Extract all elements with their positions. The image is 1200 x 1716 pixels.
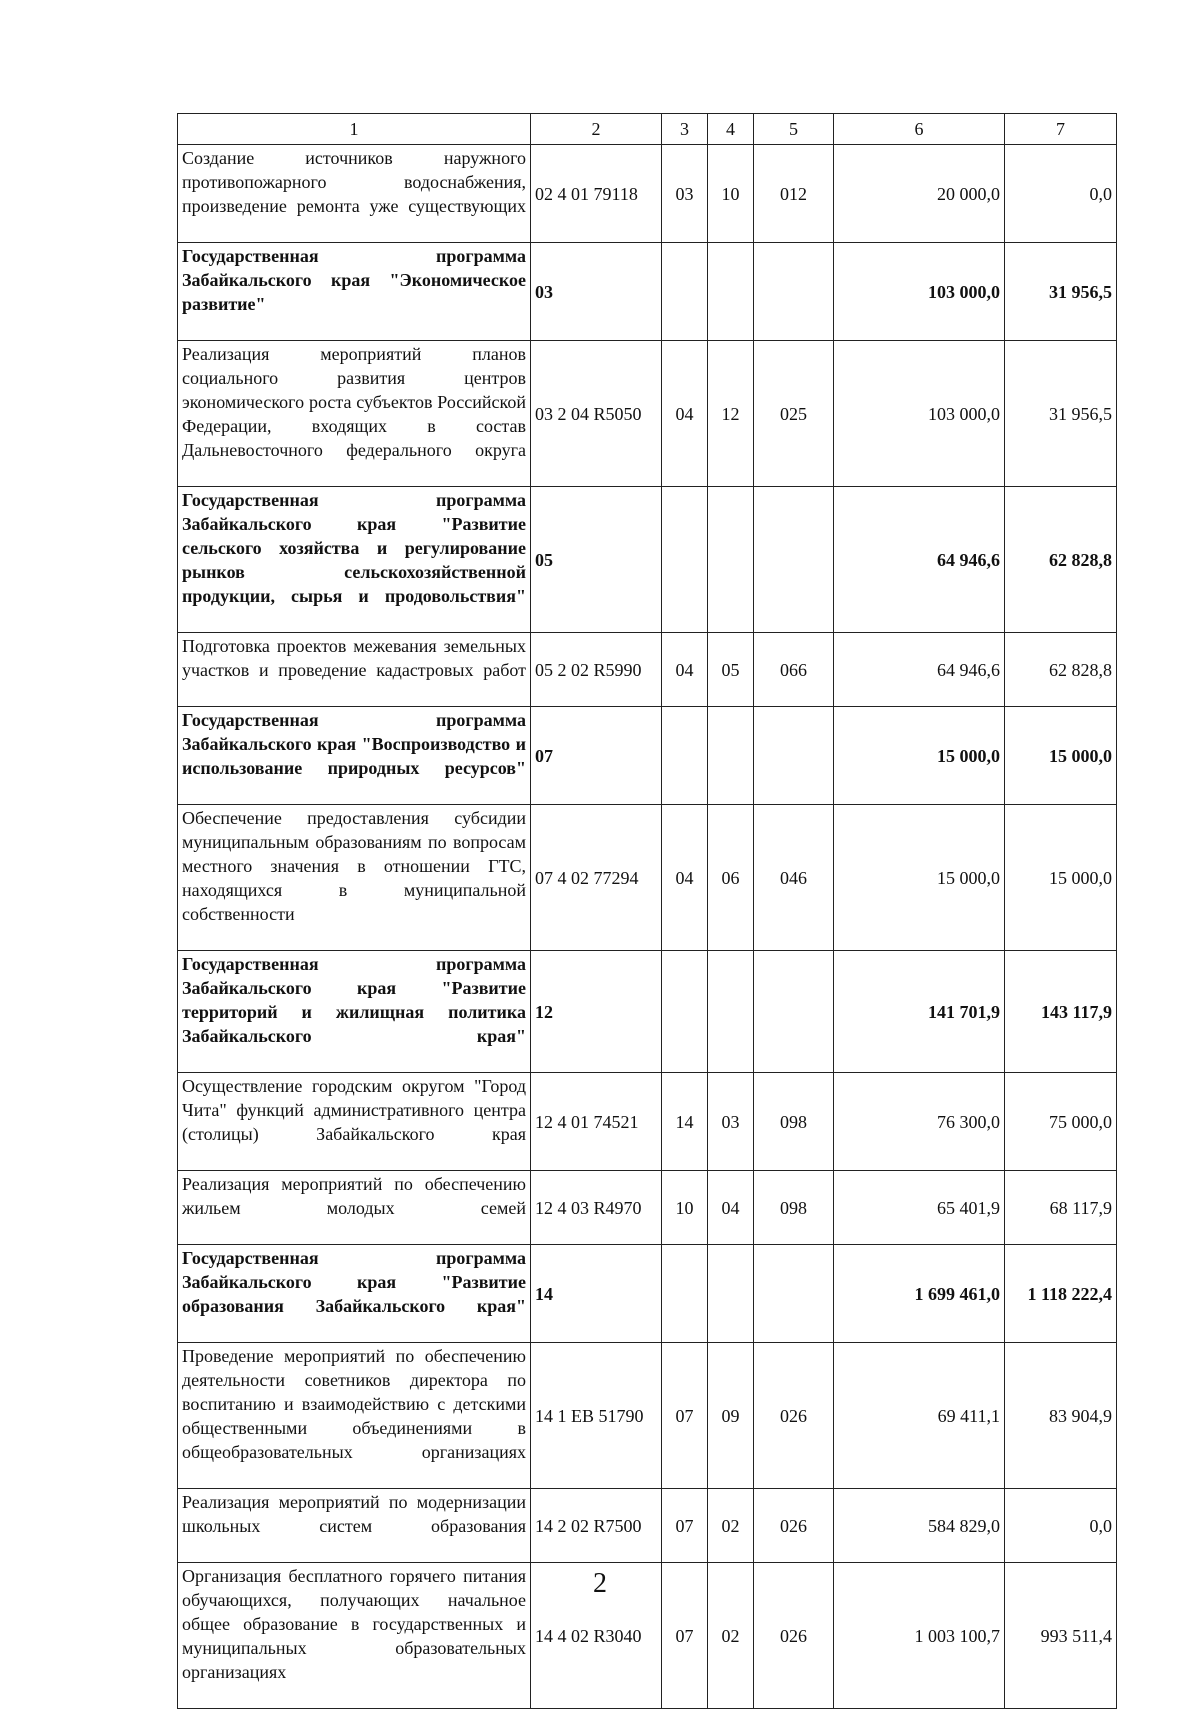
subsection-code [708,243,754,341]
subsection-code: 06 [708,805,754,951]
target-code: 05 2 02 R5990 [531,633,662,707]
amount-col7: 83 904,9 [1005,1343,1117,1489]
subsection-code: 02 [708,1489,754,1563]
amount-col6: 103 000,0 [834,341,1005,487]
amount-col7: 68 117,9 [1005,1171,1117,1245]
amount-col6: 76 300,0 [834,1073,1005,1171]
amount-col6: 64 946,6 [834,487,1005,633]
amount-col7: 15 000,0 [1005,707,1117,805]
subsection-code [708,707,754,805]
table-row [178,487,1117,633]
ministry-code [754,487,834,633]
subsection-code: 02 [708,1563,754,1709]
amount-col6: 103 000,0 [834,243,1005,341]
header-cell: 6 [834,114,1005,145]
subsection-code [708,951,754,1073]
amount-col6: 20 000,0 [834,145,1005,243]
section-code [662,487,708,633]
ministry-code: 025 [754,341,834,487]
target-code: 07 [531,707,662,805]
table-row [178,1245,1117,1343]
table-row [178,341,1117,487]
program-name: Создание источников наружного противопожарного водоснабжения, произведение ремонта уже существующих [182,148,526,216]
amount-col6: 141 701,9 [834,951,1005,1073]
page-number: 2 [593,1568,607,1599]
program-name: Государственная программа Забайкальского края "Развитие образования Забайкальского края" [182,1248,526,1316]
program-name: Обеспечение предоставления субсидии муниципальным образованиям по вопросам местного значения в отношении ГТС, находящихся в муниципальной собственности [182,808,526,924]
header-cell: 4 [708,114,754,145]
amount-col7: 75 000,0 [1005,1073,1117,1171]
target-code: 14 1 EB 51790 [531,1343,662,1489]
subsection-code: 03 [708,1073,754,1171]
target-code: 02 4 01 79118 [531,145,662,243]
header-cell: 5 [754,114,834,145]
table-row [178,243,1117,341]
program-name: Осуществление городским округом "Город Чита" функций административного центра (столицы) Забайкальского края [182,1076,526,1144]
header-cell: 2 [531,114,662,145]
table-row [178,1343,1117,1489]
ministry-code: 026 [754,1343,834,1489]
amount-col6: 69 411,1 [834,1343,1005,1489]
amount-col6: 584 829,0 [834,1489,1005,1563]
header-cell: 7 [1005,114,1117,145]
target-code: 12 4 03 R4970 [531,1171,662,1245]
amount-col6: 64 946,6 [834,633,1005,707]
amount-col7: 0,0 [1005,1489,1117,1563]
subsection-code: 09 [708,1343,754,1489]
subsection-code: 10 [708,145,754,243]
amount-col7: 31 956,5 [1005,243,1117,341]
table-row [178,145,1117,243]
amount-col6: 1 003 100,7 [834,1563,1005,1709]
ministry-code: 026 [754,1489,834,1563]
section-code: 04 [662,805,708,951]
ministry-code: 098 [754,1073,834,1171]
target-code: 14 2 02 R7500 [531,1489,662,1563]
table-row [178,1073,1117,1171]
amount-col7: 15 000,0 [1005,805,1117,951]
ministry-code [754,243,834,341]
section-code: 04 [662,341,708,487]
amount-col7: 62 828,8 [1005,633,1117,707]
section-code [662,1245,708,1343]
ministry-code [754,707,834,805]
table-row [178,805,1117,951]
program-name: Государственная программа Забайкальского края "Развитие территорий и жилищная политика Забайкальского края" [182,954,526,1046]
target-code: 07 4 02 77294 [531,805,662,951]
ministry-code: 098 [754,1171,834,1245]
program-name: Государственная программа Забайкальского края "Развитие сельского хозяйства и регулирование рынков сельскохозяйственной продукции, сырья и продовольствия" [182,490,526,606]
subsection-code [708,487,754,633]
target-code: 14 4 02 R3040 [531,1563,662,1709]
amount-col7: 143 117,9 [1005,951,1117,1073]
program-name: Реализация мероприятий по модернизации школьных систем образования [182,1492,526,1536]
table-row [178,1171,1117,1245]
table-row [178,951,1117,1073]
amount-col7: 1 118 222,4 [1005,1245,1117,1343]
target-code: 05 [531,487,662,633]
ministry-code: 046 [754,805,834,951]
header-cell: 3 [662,114,708,145]
budget-table [177,113,1117,1709]
ministry-code: 012 [754,145,834,243]
program-name: Организация бесплатного горячего питания обучающихся, получающих начальное общее образование в государственных и муниципальных образовательных организациях [182,1566,526,1682]
subsection-code: 04 [708,1171,754,1245]
program-name: Государственная программа Забайкальского края "Экономическое развитие" [182,246,526,314]
subsection-code [708,1245,754,1343]
amount-col7: 0,0 [1005,145,1117,243]
amount-col6: 1 699 461,0 [834,1245,1005,1343]
ministry-code [754,951,834,1073]
ministry-code: 066 [754,633,834,707]
table-header-row [178,114,1117,145]
subsection-code: 05 [708,633,754,707]
program-name: Реализация мероприятий планов социального развития центров экономического роста субъектов Российской Федерации, входящих в состав Дальневосточного федерального округа [182,344,526,460]
ministry-code: 026 [754,1563,834,1709]
program-name: Реализация мероприятий по обеспечению жильем молодых семей [182,1174,526,1218]
section-code [662,707,708,805]
subsection-code: 12 [708,341,754,487]
amount-col6: 15 000,0 [834,707,1005,805]
target-code: 14 [531,1245,662,1343]
target-code: 12 [531,951,662,1073]
section-code [662,951,708,1073]
target-code: 03 [531,243,662,341]
ministry-code [754,1245,834,1343]
target-code: 03 2 04 R5050 [531,341,662,487]
program-name: Государственная программа Забайкальского края "Воспроизводство и использование природных ресурсов" [182,710,526,778]
section-code: 07 [662,1563,708,1709]
amount-col7: 31 956,5 [1005,341,1117,487]
program-name: Проведение мероприятий по обеспечению деятельности советников директора по воспитанию и взаимодействию с детскими общественными объединениями в общеобразовательных организациях [182,1346,526,1462]
section-code: 07 [662,1489,708,1563]
section-code: 10 [662,1171,708,1245]
header-cell: 1 [178,114,531,145]
table-row [178,1489,1117,1563]
section-code [662,243,708,341]
table-row [178,707,1117,805]
amount-col6: 15 000,0 [834,805,1005,951]
program-name: Подготовка проектов межевания земельных участков и проведение кадастровых работ [182,636,526,680]
section-code: 03 [662,145,708,243]
amount-col7: 62 828,8 [1005,487,1117,633]
table-row [178,633,1117,707]
section-code: 07 [662,1343,708,1489]
amount-col6: 65 401,9 [834,1171,1005,1245]
target-code: 12 4 01 74521 [531,1073,662,1171]
section-code: 14 [662,1073,708,1171]
section-code: 04 [662,633,708,707]
amount-col7: 993 511,4 [1005,1563,1117,1709]
